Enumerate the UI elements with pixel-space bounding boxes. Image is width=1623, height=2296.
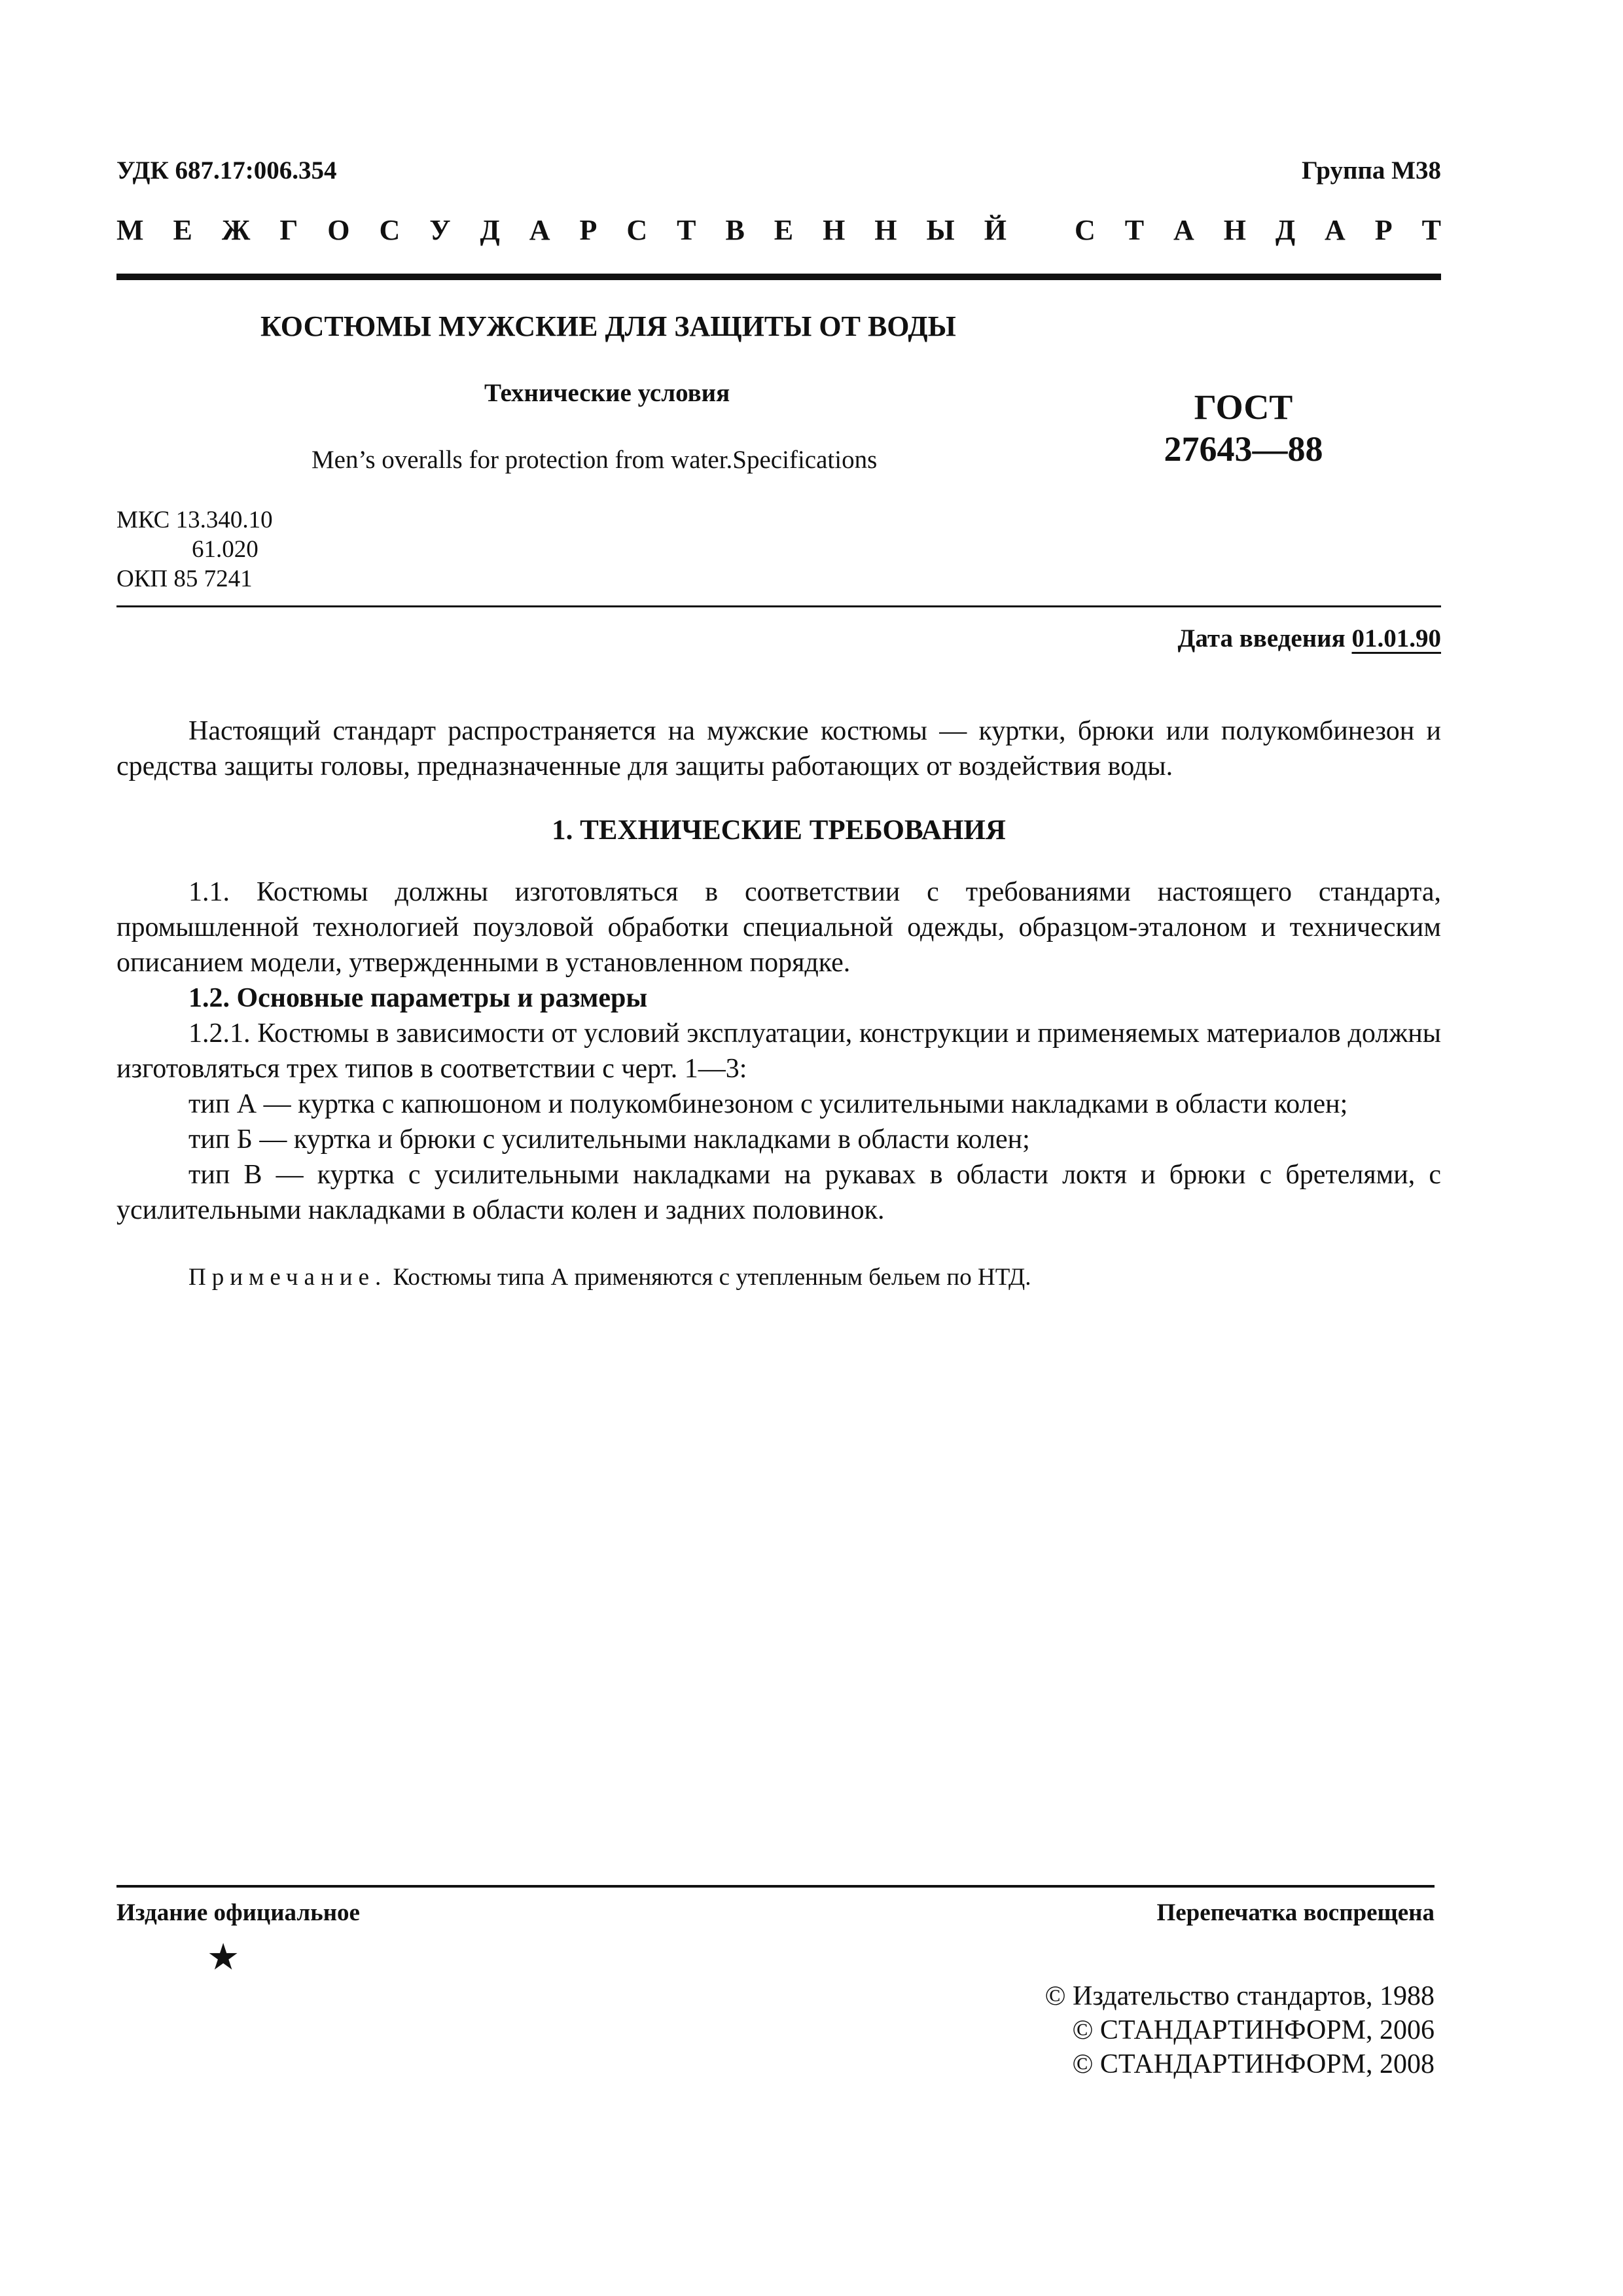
note <box>188 1263 1031 1291</box>
banner-letter: Т <box>1421 214 1441 246</box>
banner-letter: О <box>327 214 350 246</box>
banner-letter: Т <box>677 214 696 246</box>
clause-1-2-1: 1.2.1. Костюмы в зависимости от условий эксплуатации, конструкции и применяемых материалов должны изготовляться трех типов в соответствии с черт. 1—3: <box>116 1018 1441 1084</box>
banner-letter: Т <box>1124 214 1145 246</box>
star-icon: ★ <box>207 1937 240 1978</box>
banner-letter: Д <box>1275 214 1296 246</box>
banner-letter: Н <box>1223 214 1246 246</box>
type-b-item: тип Б — куртка и брюки с усилительными накладками в области колен; <box>188 1124 1030 1155</box>
banner-letter: С <box>379 214 401 246</box>
date-value: 01.01.90 <box>1351 624 1441 653</box>
banner-letter: С <box>1075 214 1096 246</box>
gost-number: 27643—88 <box>1164 429 1323 469</box>
classification-rule <box>116 605 1441 607</box>
clause-1-2-heading: 1.2. Основные параметры и размеры <box>188 983 648 1013</box>
intro-paragraph: Настоящий стандарт распространяется на мужские костюмы — куртки, брюки или полукомбинезон и средства защиты головы, предназначенные для защиты работающих от воздействия воды. <box>116 716 1441 781</box>
banner-letter: М <box>116 214 144 246</box>
date-label: Дата введения <box>1177 624 1346 653</box>
clause-1-1: 1.1. Костюмы должны изготовляться в соответствии с требованиями настоящего стандарта, промышленной технологией поузловой обработки специальной одежды, образцом-эталоном и техническим описанием модели, утвержденными в установленном порядке. <box>116 877 1441 978</box>
document-subtitle: Технические условия <box>484 379 730 407</box>
copyright-line: © СТАНДАРТИНФОРМ, 2006 <box>1072 2015 1435 2045</box>
section-body <box>116 874 1441 1228</box>
banner-letter: Г <box>279 214 298 246</box>
banner-letter: Й <box>984 214 1007 246</box>
copyright-block <box>1045 1979 1435 2081</box>
banner-letter: Н <box>874 214 897 246</box>
interstate-standard-banner <box>116 213 1441 247</box>
copyright-line: © Издательство стандартов, 1988 <box>1044 1981 1435 2011</box>
document-title: КОСТЮМЫ МУЖСКИЕ ДЛЯ ЗАЩИТЫ ОТ ВОДЫ <box>260 310 956 342</box>
introduction-date <box>1178 624 1441 653</box>
group-code: Группа М38 <box>1301 156 1441 185</box>
note-text: Костюмы типа А применяются с утепленным бельем по НТД. <box>387 1264 1031 1291</box>
banner-word-standard <box>1075 213 1441 247</box>
banner-letter: Н <box>823 214 846 246</box>
banner-letter: Д <box>480 214 500 246</box>
footer-rule <box>116 1885 1435 1888</box>
classification-codes <box>116 505 273 594</box>
section-heading: 1. ТЕХНИЧЕСКИЕ ТРЕБОВАНИЯ <box>552 815 1006 846</box>
copyright-line: © СТАНДАРТИНФОРМ, 2008 <box>1072 2049 1435 2079</box>
reprint-prohibited: Перепечатка воспрещена <box>1156 1899 1435 1926</box>
gost-designation <box>1113 386 1374 470</box>
mks-code-secondary: 61.020 <box>192 536 259 563</box>
banner-letter: Е <box>173 214 192 246</box>
banner-letter: Е <box>774 214 794 246</box>
banner-letter: Р <box>1374 214 1393 246</box>
official-edition: Издание официальное <box>116 1899 360 1926</box>
mks-code: МКС 13.340.10 <box>116 507 273 533</box>
okp-code: ОКП 85 7241 <box>116 565 253 592</box>
banner-letter: Ж <box>221 214 251 246</box>
banner-letter: А <box>1173 214 1194 246</box>
banner-letter: С <box>626 214 648 246</box>
banner-letter: У <box>429 214 451 246</box>
banner-letter: Р <box>579 214 597 246</box>
banner-letter: А <box>529 214 550 246</box>
header-rule <box>116 274 1441 280</box>
udk-code: УДК 687.17:006.354 <box>116 156 337 185</box>
banner-letter: В <box>725 214 745 246</box>
banner-letter: А <box>1325 214 1346 246</box>
type-a-item: тип А — куртка с капюшоном и полукомбинезоном с усилительными накладками в области колен; <box>188 1089 1348 1119</box>
note-label: Примечание. <box>188 1264 387 1291</box>
english-title: Men’s overalls for protection from water.Specifications <box>312 446 878 474</box>
banner-word-interstate <box>116 213 1007 247</box>
type-v-item: тип В — куртка с усилительными накладками на рукавах в области локтя и брюки с бретелями, с усилительными накладками в области колен и задних половинок. <box>116 1160 1441 1225</box>
banner-letter: Ы <box>926 214 955 246</box>
gost-label: ГОСТ <box>1194 387 1293 427</box>
